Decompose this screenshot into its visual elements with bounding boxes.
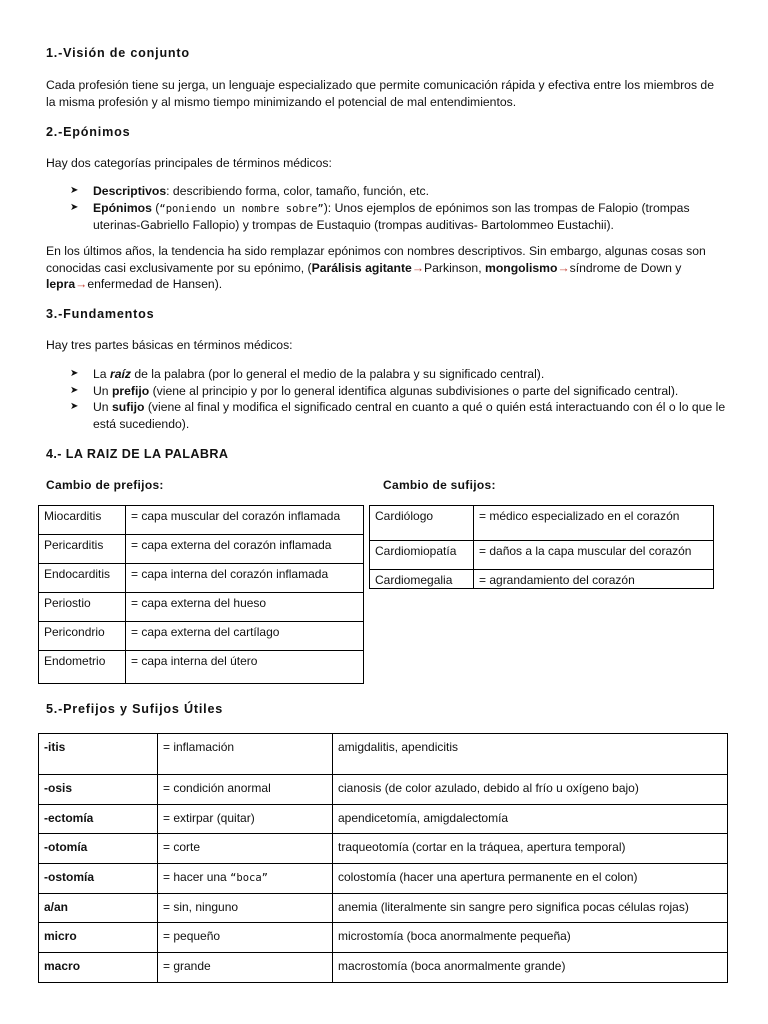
definition-cell: = capa interna del útero (126, 651, 364, 684)
meaning-cell: = corte (158, 834, 333, 864)
example-cell: anemia (literalmente sin sangre pero significa pocas células rojas) (333, 894, 728, 923)
boca-mono-text: “boca” (230, 872, 268, 884)
table-row (39, 923, 728, 953)
term-mono: “poniendo un nombre sobre” (159, 202, 324, 215)
list-item (70, 383, 730, 400)
affix-cell: -itis (39, 734, 158, 775)
definition-cell: = agrandamiento del corazón (474, 570, 714, 589)
table-row (39, 593, 364, 622)
table-row (39, 805, 728, 834)
useful-affixes-table (38, 733, 728, 983)
item-bold: prefijo (111, 383, 150, 398)
arrow-bullet-icon: ➤ (70, 384, 79, 396)
section-3-intro: Hay tres partes básicas en términos médicos: (46, 338, 293, 352)
term-cell: Endometrio (39, 651, 126, 684)
meaning-cell: = inflamación (158, 734, 333, 775)
affix-cell: -otomía (39, 834, 158, 864)
arrow-right-icon: → (557, 260, 570, 275)
para-text: Parkinson, (424, 260, 485, 275)
term-cell: Pericondrio (39, 622, 126, 651)
example-cell: traqueotomía (cortar en la tráquea, apertura temporal) (333, 834, 728, 864)
arrow-bullet-icon: ➤ (70, 368, 79, 379)
arrow-bullet-icon: ➤ (70, 185, 79, 196)
section-2-intro: Hay dos categorías principales de términos médicos: (46, 156, 332, 170)
table-row (39, 775, 728, 805)
para-text: síndrome de Down y (569, 260, 682, 275)
list-item (70, 366, 730, 383)
term-bold: Descriptivos (93, 184, 167, 198)
item-bold: sufijo (111, 400, 145, 414)
eponyms-bullet-list (70, 183, 730, 234)
list-item (70, 399, 730, 432)
section-2-title: 2.-Epónimos (46, 125, 131, 139)
definition-cell: = daños a la capa muscular del corazón (474, 541, 714, 570)
section-5-title: 5.-Prefijos y Sufijos Útiles (46, 702, 224, 716)
section-3-title: 3.-Fundamentos (46, 307, 155, 321)
example-cell: microstomía (boca anormalmente pequeña) (333, 923, 728, 953)
term-text: ( (151, 200, 160, 215)
affix-cell: -ectomía (39, 805, 158, 834)
item-text: Un (93, 400, 112, 414)
term-cell: Pericarditis (39, 535, 126, 564)
para-bold: lepra (46, 277, 76, 291)
example-cell: apendicetomía, amigdalectomía (333, 805, 728, 834)
example-cell: colostomía (hacer una apertura permanente en el colon) (333, 864, 728, 894)
table-row (370, 541, 714, 570)
item-text: (viene al principio y por lo general identifica algunas subdivisiones o parte del significado central). (149, 383, 679, 398)
affix-cell: macro (39, 953, 158, 983)
table-row (39, 834, 728, 864)
table-row (39, 894, 728, 923)
arrow-bullet-icon: ➤ (70, 201, 79, 213)
table-row (39, 864, 728, 894)
example-cell: amigdalitis, apendicitis (333, 734, 728, 775)
item-text: Un (93, 383, 112, 398)
term-text: : describiendo forma, color, tamaño, función, etc. (166, 184, 430, 198)
affix-cell: micro (39, 923, 158, 953)
table-row (39, 564, 364, 593)
prefix-change-heading: Cambio de prefijos: (46, 478, 164, 492)
list-item (70, 183, 730, 200)
suffix-change-heading: Cambio de sufijos: (383, 478, 496, 492)
term-cell: Endocarditis (39, 564, 126, 593)
prefix-table (38, 505, 364, 684)
definition-cell: = capa externa del hueso (126, 593, 364, 622)
item-text: La (93, 367, 110, 381)
table-row (370, 570, 714, 589)
para-bold: mongolismo (484, 260, 558, 275)
arrow-right-icon: → (75, 277, 88, 291)
fundamentals-bullet-list (70, 366, 730, 432)
meaning-cell: = condición anormal (158, 775, 333, 805)
para-text: En los últimos años, la tendencia ha sido remplazar epónimos con nombres descriptivos. Sin embargo, algunas cosas son conocidas casi exclusivamente por su epónimo, ( (46, 244, 706, 275)
item-text: de la palabra (por lo general el medio de la palabra y su significado central). (130, 367, 545, 381)
table-row (39, 651, 364, 684)
section-4-title: 4.- LA RAIZ DE LA PALABRA (46, 447, 229, 461)
term-text: ): Unos ejemplos de epónimos son las trompas de Falopio (trompas uterinas-Gabriello Fallopio) y trompas de Eustaquio (trompas auditivas- Bartolommeo Eustachii). (93, 200, 690, 232)
table-row (39, 506, 364, 535)
meaning-cell: = grande (158, 953, 333, 983)
table-row (39, 622, 364, 651)
para-text: enfermedad de Hansen). (87, 277, 223, 291)
table-row (370, 506, 714, 541)
example-cell: macrostomía (boca anormalmente grande) (333, 953, 728, 983)
definition-cell: = capa externa del corazón inflamada (126, 535, 364, 564)
definition-cell: = médico especializado en el corazón (474, 506, 714, 541)
section-1-paragraph: Cada profesión tiene su jerga, un lenguaje especializado que permite comunicación rápida y efectiva entre los miembros de la misma profesión y al mismo tiempo minimizando el potencial de mal entendimientos. (46, 78, 714, 109)
definition-cell: = capa muscular del corazón inflamada (126, 506, 364, 535)
definition-cell: = capa externa del cartílago (126, 622, 364, 651)
term-bold: Epónimos (93, 200, 152, 215)
affix-cell: a/an (39, 894, 158, 923)
arrow-right-icon: → (411, 260, 425, 275)
list-item (70, 200, 730, 234)
meaning-cell: = pequeño (158, 923, 333, 953)
meaning-cell: = extirpar (quitar) (158, 805, 333, 834)
term-cell: Cardiomegalia (370, 570, 474, 589)
term-cell: Cardiólogo (370, 506, 474, 541)
table-row (39, 953, 728, 983)
table-row (39, 734, 728, 775)
item-text: (viene al final y modifica el significado central en cuanto a qué o quién está interactuando con él o lo que le está sucediendo). (93, 400, 726, 431)
affix-cell: -osis (39, 775, 158, 805)
suffix-table (369, 505, 714, 589)
example-cell: cianosis (de color azulado, debido al frío u oxígeno bajo) (333, 775, 728, 805)
meaning-cell: = hacer una “boca” (158, 864, 333, 894)
affix-cell: -ostomía (39, 864, 158, 894)
definition-cell: = capa interna del corazón inflamada (126, 564, 364, 593)
section-2-paragraph (46, 243, 726, 293)
term-cell: Miocarditis (39, 506, 126, 535)
arrow-bullet-icon: ➤ (70, 401, 79, 412)
term-cell: Cardiomiopatía (370, 541, 474, 570)
term-cell: Periostio (39, 593, 126, 622)
table-row (39, 535, 364, 564)
para-bold: Parálisis agitante (311, 260, 412, 275)
item-bold: raíz (109, 367, 131, 381)
section-1-title: 1.-Visión de conjunto (46, 46, 190, 60)
meaning-cell: = sin, ninguno (158, 894, 333, 923)
